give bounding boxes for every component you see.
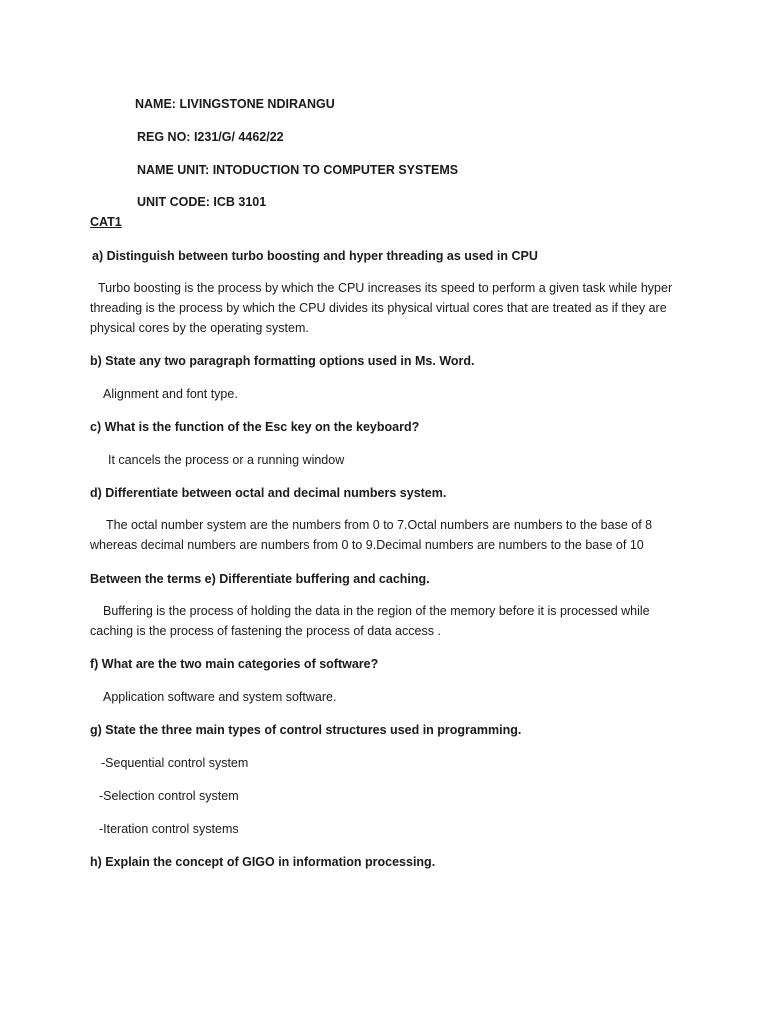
answer-g-item: -Selection control system <box>99 789 239 803</box>
question-e: Between the terms e) Differentiate buffering and caching. <box>90 572 430 586</box>
answer-a-line: threading is the process by which the CPU divides its physical virtual cores that are treated as if they are <box>90 301 667 315</box>
student-name: NAME: LIVINGSTONE NDIRANGU <box>135 97 335 111</box>
cat-heading: CAT1 <box>90 215 122 229</box>
answer-f: Application software and system software. <box>103 690 337 704</box>
unit-name: NAME UNIT: INTODUCTION TO COMPUTER SYSTEMS <box>137 163 459 177</box>
question-f: f) What are the two main categories of software? <box>90 657 379 671</box>
answer-e-line: caching is the process of fastening the process of data access . <box>90 624 441 638</box>
answer-d-line: The octal number system are the numbers from 0 to 7.Octal numbers are numbers to the base of 8 <box>106 518 653 532</box>
answer-d-line: whereas decimal numbers are numbers from 0 to 9.Decimal numbers are numbers to the base of 10 <box>90 538 644 552</box>
question-b: b) State any two paragraph formatting options used in Ms. Word. <box>90 354 475 368</box>
answer-a-line: Turbo boosting is the process by which the CPU increases its speed to perform a given task while hyper <box>98 281 673 295</box>
answer-e-line: Buffering is the process of holding the data in the region of the memory before it is processed while <box>103 604 650 618</box>
answer-g-item: -Iteration control systems <box>99 822 239 836</box>
question-d: d) Differentiate between octal and decimal numbers system. <box>90 486 447 500</box>
unit-code: UNIT CODE: ICB 3101 <box>137 195 267 209</box>
answer-g-item: -Sequential control system <box>101 756 249 770</box>
question-g: g) State the three main types of control structures used in programming. <box>90 723 522 737</box>
question-h: h) Explain the concept of GIGO in information processing. <box>90 855 436 869</box>
answer-a <box>90 278 690 338</box>
answer-e <box>90 601 690 641</box>
question-a: a) Distinguish between turbo boosting and hyper threading as used in CPU <box>92 249 538 263</box>
answer-d <box>90 515 690 555</box>
answer-c: It cancels the process or a running window <box>108 453 345 467</box>
registration-number: REG NO: I231/G/ 4462/22 <box>137 130 284 144</box>
answer-b: Alignment and font type. <box>103 387 238 401</box>
question-c: c) What is the function of the Esc key on the keyboard? <box>90 420 420 434</box>
answer-a-line: physical cores by the operating system. <box>90 321 309 335</box>
